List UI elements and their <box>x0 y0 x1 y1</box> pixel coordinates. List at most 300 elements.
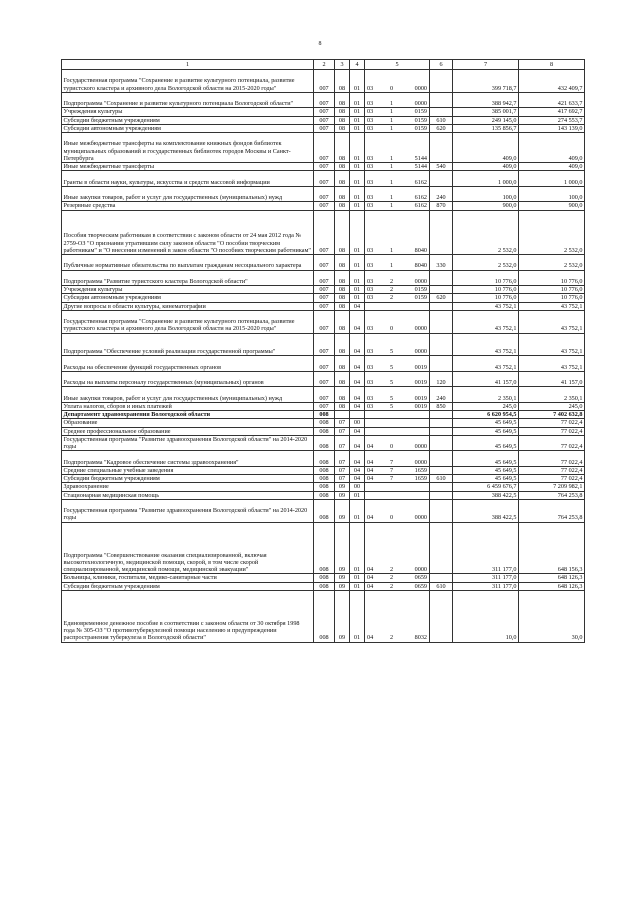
subsection-code-cell: 01 <box>350 108 365 116</box>
section-code-cell: 08 <box>335 356 350 372</box>
target-article-cell <box>365 356 430 372</box>
amount-2016-cell: 30,0 <box>519 590 585 642</box>
table-row <box>62 124 585 132</box>
header-cell: 3 <box>335 60 350 70</box>
expense-name-cell: Иные межбюджетные трансферты на комплектование книжных фондов библиотек муниципальных образований и государственных библиотек городов Москвы и Санкт-Петербурга <box>62 133 314 163</box>
target-article-part: 04 <box>367 566 374 573</box>
expense-name-cell: Субсидии автономным учреждениям <box>62 124 314 132</box>
target-article-part: 0 <box>390 84 394 92</box>
amount-2015-cell: 311 177,0 <box>453 582 519 590</box>
subsection-code-cell: 04 <box>350 451 365 467</box>
expense-name-cell: Другие вопросы в области культуры, кинематографии <box>62 302 314 310</box>
amount-2015-cell: 245,0 <box>453 402 519 410</box>
amount-2016-cell: 245,0 <box>519 402 585 410</box>
target-article-part: 03 <box>367 262 374 270</box>
ministry-code-cell: 007 <box>314 356 335 372</box>
target-article-part: 0000 <box>414 325 427 333</box>
target-article-cell <box>365 475 430 483</box>
amount-2015-cell: 2 350,1 <box>453 387 519 403</box>
table-row <box>62 483 585 491</box>
target-article-part: 0159 <box>414 294 427 302</box>
target-article-part: 0159 <box>414 108 427 116</box>
expense-type-cell <box>430 333 453 356</box>
expense-name-cell: Здравоохранение <box>62 483 314 491</box>
ministry-code-cell: 007 <box>314 310 335 333</box>
expense-name-cell: Средние специальные учебные заведения <box>62 466 314 474</box>
target-article-part: 03 <box>367 202 374 210</box>
target-article-cell <box>365 466 430 474</box>
amount-2015-cell: 409,0 <box>453 133 519 163</box>
amount-2015-cell: 311 177,0 <box>453 522 519 574</box>
expense-type-cell <box>430 108 453 116</box>
expense-type-cell: 240 <box>430 387 453 403</box>
expense-type-cell: 610 <box>430 582 453 590</box>
expense-type-cell <box>430 411 453 419</box>
target-article-part: 04 <box>367 634 374 642</box>
section-code-cell: 08 <box>335 286 350 294</box>
amount-2015-cell: 249 145,0 <box>453 116 519 124</box>
header-cell: 7 <box>453 60 519 70</box>
section-code-cell: 07 <box>335 466 350 474</box>
section-code-cell: 07 <box>335 475 350 483</box>
expense-name-cell: Иные межбюджетные трансферты <box>62 163 314 171</box>
subsection-code-cell: 04 <box>350 387 365 403</box>
ministry-code-cell: 008 <box>314 582 335 590</box>
header-cell: 2 <box>314 60 335 70</box>
table-row <box>62 475 585 483</box>
ministry-code-cell: 007 <box>314 255 335 271</box>
expense-name-cell: Государственная программа "Сохранение и развитие культурного потенциала, развитие туристского кластера и архивного дела Вологодской области на 2015-2020 годы" <box>62 70 314 93</box>
expense-name-cell: Публичные нормативные обязательства по выплатам гражданам несоциального характера <box>62 255 314 271</box>
target-article-part: 0000 <box>414 100 427 107</box>
target-article-part: 1 <box>390 100 394 107</box>
amount-2016-cell: 432 409,7 <box>519 70 585 93</box>
target-article-cell <box>365 302 430 310</box>
target-article-part: 03 <box>367 116 374 124</box>
table-row <box>62 116 585 124</box>
amount-2015-cell: 45 649,5 <box>453 451 519 467</box>
subsection-code-cell: 01 <box>350 286 365 294</box>
amount-2016-cell: 7 209 982,1 <box>519 483 585 491</box>
expense-type-cell: 620 <box>430 294 453 302</box>
target-article-part: 03 <box>367 325 374 333</box>
target-article-part: 0000 <box>414 566 427 573</box>
expense-type-cell <box>430 427 453 435</box>
target-article-part: 2 <box>390 634 394 642</box>
expense-name-cell: Уплата налогов, сборов и иных платежей <box>62 402 314 410</box>
table-row <box>62 402 585 410</box>
target-article-part: 2 <box>390 277 394 285</box>
expense-name-cell: Стационарная медицинская помощь <box>62 491 314 499</box>
target-article-part: 03 <box>367 363 374 371</box>
expense-type-cell <box>430 522 453 574</box>
ministry-code-cell: 007 <box>314 371 335 387</box>
amount-2015-cell: 45 649,5 <box>453 435 519 451</box>
target-article-part: 03 <box>367 108 374 116</box>
target-article-cell <box>365 255 430 271</box>
section-code-cell: 09 <box>335 590 350 642</box>
amount-2015-cell: 6 620 954,5 <box>453 411 519 419</box>
expense-type-cell <box>430 491 453 499</box>
target-article-part: 1 <box>390 154 394 162</box>
expense-name-cell: Подпрограмма "Обеспечение условий реализации государственной программы" <box>62 333 314 356</box>
table-row <box>62 186 585 202</box>
table-row <box>62 435 585 451</box>
target-article-cell <box>365 491 430 499</box>
amount-2016-cell: 421 633,7 <box>519 92 585 108</box>
target-article-cell <box>365 371 430 387</box>
expense-type-cell <box>430 70 453 93</box>
target-article-part: 7 <box>390 466 394 474</box>
target-article-cell <box>365 483 430 491</box>
expense-type-cell: 850 <box>430 402 453 410</box>
subsection-code-cell: 01 <box>350 92 365 108</box>
expense-name-cell: Государственная программа "Развитие здравоохранения Вологодской области" на 2014-2020 годы <box>62 499 314 522</box>
amount-2016-cell: 41 157,0 <box>519 371 585 387</box>
amount-2016-cell: 77 022,4 <box>519 475 585 483</box>
amount-2016-cell: 43 752,1 <box>519 302 585 310</box>
table-row <box>62 491 585 499</box>
target-article-part: 0659 <box>414 582 427 590</box>
amount-2015-cell: 135 856,7 <box>453 124 519 132</box>
expense-name-cell: Учреждения культуры <box>62 286 314 294</box>
expense-name-cell: Гранты в области науки, культуры, искусства и средств массовой информации <box>62 171 314 187</box>
section-code-cell <box>335 411 350 419</box>
section-code-cell: 08 <box>335 163 350 171</box>
ministry-code-cell: 008 <box>314 427 335 435</box>
target-article-part: 04 <box>367 514 374 522</box>
table-row <box>62 133 585 163</box>
target-article-part: 6162 <box>414 178 427 186</box>
expense-name-cell: Государственная программа "Развитие здравоохранения Вологодской области" на 2014-2020 годы <box>62 435 314 451</box>
table-header-row <box>62 60 585 70</box>
target-article-cell <box>365 419 430 427</box>
amount-2015-cell: 388 422,5 <box>453 499 519 522</box>
target-article-part: 1 <box>390 163 394 170</box>
table-row <box>62 411 585 419</box>
target-article-part: 0 <box>390 514 394 522</box>
amount-2015-cell: 388 942,7 <box>453 92 519 108</box>
section-code-cell: 08 <box>335 371 350 387</box>
subsection-code-cell: 04 <box>350 333 365 356</box>
table-row <box>62 427 585 435</box>
amount-2016-cell: 10 776,0 <box>519 294 585 302</box>
subsection-code-cell: 01 <box>350 163 365 171</box>
target-article-part: 1 <box>390 108 394 116</box>
subsection-code-cell: 01 <box>350 294 365 302</box>
target-article-part: 1 <box>390 178 394 186</box>
ministry-code-cell: 007 <box>314 202 335 210</box>
ministry-code-cell: 007 <box>314 186 335 202</box>
ministry-code-cell: 007 <box>314 333 335 356</box>
target-article-cell <box>365 402 430 410</box>
target-article-part: 5144 <box>414 154 427 162</box>
amount-2015-cell: 311 177,0 <box>453 574 519 582</box>
ministry-code-cell: 008 <box>314 499 335 522</box>
expense-type-cell <box>430 171 453 187</box>
section-code-cell: 08 <box>335 70 350 93</box>
ministry-code-cell: 008 <box>314 574 335 582</box>
target-article-cell <box>365 451 430 467</box>
expense-name-cell: Расходы на выплаты персоналу государственных (муниципальных) органов <box>62 371 314 387</box>
amount-2016-cell: 274 553,7 <box>519 116 585 124</box>
amount-2016-cell: 143 139,0 <box>519 124 585 132</box>
amount-2016-cell: 2 532,0 <box>519 210 585 255</box>
target-article-part: 0659 <box>414 574 427 582</box>
ministry-code-cell: 007 <box>314 302 335 310</box>
section-code-cell: 08 <box>335 387 350 403</box>
subsection-code-cell: 04 <box>350 427 365 435</box>
expense-name-cell: Субсидии бюджетным учреждениям <box>62 475 314 483</box>
subsection-code-cell: 01 <box>350 171 365 187</box>
target-article-part: 03 <box>367 154 374 162</box>
target-article-part: 5144 <box>414 163 427 170</box>
table-row <box>62 210 585 255</box>
target-article-cell <box>365 92 430 108</box>
amount-2015-cell: 41 157,0 <box>453 371 519 387</box>
subsection-code-cell: 01 <box>350 499 365 522</box>
table-row <box>62 590 585 642</box>
target-article-part: 03 <box>367 194 374 201</box>
amount-2016-cell: 2 532,0 <box>519 255 585 271</box>
target-article-part: 1 <box>390 246 394 254</box>
ministry-code-cell: 008 <box>314 411 335 419</box>
target-article-cell <box>365 294 430 302</box>
section-code-cell: 07 <box>335 419 350 427</box>
expense-name-cell: Единовременное денежное пособие в соответствии с законом области от 30 октября 1998 года № 305-ОЗ "О противотуберкулезной помощи населению и предупреждении распространения туберкулеза в Вологодской области" <box>62 590 314 642</box>
target-article-cell <box>365 411 430 419</box>
ministry-code-cell: 008 <box>314 435 335 451</box>
target-article-cell <box>365 582 430 590</box>
ministry-code-cell: 008 <box>314 590 335 642</box>
amount-2015-cell: 45 649,5 <box>453 427 519 435</box>
ministry-code-cell: 008 <box>314 419 335 427</box>
target-article-part: 03 <box>367 294 374 302</box>
subsection-code-cell: 04 <box>350 310 365 333</box>
section-code-cell: 08 <box>335 116 350 124</box>
target-article-cell <box>365 333 430 356</box>
expense-type-cell <box>430 590 453 642</box>
subsection-code-cell: 01 <box>350 270 365 286</box>
expense-name-cell: Подпрограмма "Сохранение и развитие культурного потенциала Вологодской области" <box>62 92 314 108</box>
target-article-part: 8032 <box>414 634 427 642</box>
target-article-part: 2 <box>390 294 394 302</box>
ministry-code-cell: 007 <box>314 108 335 116</box>
amount-2015-cell: 2 532,0 <box>453 210 519 255</box>
subsection-code-cell: 01 <box>350 70 365 93</box>
target-article-cell <box>365 574 430 582</box>
target-article-part: 2 <box>390 582 394 590</box>
ministry-code-cell: 007 <box>314 270 335 286</box>
target-article-cell <box>365 116 430 124</box>
amount-2015-cell: 43 752,1 <box>453 333 519 356</box>
header-cell: 6 <box>430 60 453 70</box>
table-row <box>62 163 585 171</box>
subsection-code-cell: 01 <box>350 133 365 163</box>
section-code-cell: 08 <box>335 124 350 132</box>
target-article-part: 6162 <box>414 194 427 201</box>
target-article-part: 6162 <box>414 202 427 210</box>
expense-name-cell: Больницы, клиники, госпитали, медико-санитарные части <box>62 574 314 582</box>
amount-2016-cell: 1 000,0 <box>519 171 585 187</box>
target-article-cell <box>365 163 430 171</box>
target-article-part: 1 <box>390 194 394 201</box>
amount-2015-cell: 10 776,0 <box>453 294 519 302</box>
amount-2016-cell: 648 126,3 <box>519 582 585 590</box>
amount-2015-cell: 1 000,0 <box>453 171 519 187</box>
target-article-part: 2 <box>390 566 394 573</box>
expense-type-cell <box>430 302 453 310</box>
section-code-cell: 09 <box>335 582 350 590</box>
target-article-cell <box>365 108 430 116</box>
expense-name-cell: Учреждения культуры <box>62 108 314 116</box>
target-article-part: 04 <box>367 458 374 466</box>
amount-2016-cell: 409,0 <box>519 133 585 163</box>
target-article-part: 0000 <box>414 277 427 285</box>
target-article-part: 03 <box>367 100 374 107</box>
expense-name-cell: Государственная программа "Сохранение и развитие культурного потенциала, развитие туристского кластера и архивного дела Вологодской области на 2015-2020 годы" <box>62 310 314 333</box>
target-article-cell <box>365 186 430 202</box>
table-row <box>62 310 585 333</box>
target-article-part: 0000 <box>414 348 427 355</box>
amount-2016-cell: 77 022,4 <box>519 466 585 474</box>
section-code-cell: 09 <box>335 522 350 574</box>
target-article-part: 03 <box>367 163 374 170</box>
section-code-cell: 08 <box>335 310 350 333</box>
amount-2015-cell: 45 649,5 <box>453 466 519 474</box>
amount-2015-cell: 900,0 <box>453 202 519 210</box>
subsection-code-cell: 04 <box>350 371 365 387</box>
section-code-cell: 08 <box>335 186 350 202</box>
ministry-code-cell: 007 <box>314 286 335 294</box>
amount-2016-cell: 417 692,7 <box>519 108 585 116</box>
target-article-part: 1 <box>390 202 394 210</box>
expense-name-cell: Подпрограмма "Совершенствование оказания специализированной, включая высокотехнологичную, медицинской помощи, скорой, в том числе скорой специализированной, медицинской помощи, медицинской эвакуации" <box>62 522 314 574</box>
amount-2015-cell: 43 752,1 <box>453 302 519 310</box>
amount-2016-cell: 764 253,8 <box>519 491 585 499</box>
target-article-cell <box>365 522 430 574</box>
subsection-code-cell: 01 <box>350 116 365 124</box>
amount-2015-cell: 399 718,7 <box>453 70 519 93</box>
expense-name-cell: Подпрограмма "Кадровое обеспечение системы здравоохранения" <box>62 451 314 467</box>
table-row <box>62 356 585 372</box>
target-article-cell <box>365 270 430 286</box>
expense-name-cell: Подпрограмма "Развитие туристского кластера Вологодской области" <box>62 270 314 286</box>
target-article-part: 03 <box>367 379 374 386</box>
target-article-cell <box>365 590 430 642</box>
target-article-part: 04 <box>367 475 374 482</box>
expense-name-cell: Субсидии автономным учреждениям <box>62 294 314 302</box>
target-article-part: 0159 <box>414 124 427 132</box>
target-article-part: 1 <box>390 124 394 132</box>
subsection-code-cell: 01 <box>350 590 365 642</box>
target-article-part: 03 <box>367 124 374 132</box>
section-code-cell: 08 <box>335 270 350 286</box>
subsection-code-cell: 01 <box>350 202 365 210</box>
expense-type-cell <box>430 356 453 372</box>
section-code-cell: 07 <box>335 427 350 435</box>
target-article-cell <box>365 171 430 187</box>
amount-2016-cell: 409,0 <box>519 163 585 171</box>
target-article-part: 1659 <box>414 475 427 482</box>
ministry-code-cell: 007 <box>314 210 335 255</box>
target-article-part: 03 <box>367 277 374 285</box>
target-article-part: 04 <box>367 443 374 450</box>
target-article-part: 8040 <box>414 246 427 254</box>
target-article-part: 03 <box>367 84 374 92</box>
expense-type-cell: 870 <box>430 202 453 210</box>
target-article-cell <box>365 310 430 333</box>
amount-2016-cell: 77 022,4 <box>519 451 585 467</box>
section-code-cell: 08 <box>335 333 350 356</box>
ministry-code-cell: 007 <box>314 124 335 132</box>
expense-type-cell: 610 <box>430 116 453 124</box>
section-code-cell: 07 <box>335 451 350 467</box>
ministry-code-cell: 008 <box>314 451 335 467</box>
ministry-code-cell: 007 <box>314 70 335 93</box>
amount-2016-cell: 10 776,0 <box>519 286 585 294</box>
amount-2015-cell: 10,0 <box>453 590 519 642</box>
target-article-part: 03 <box>367 286 374 293</box>
amount-2016-cell: 7 402 632,8 <box>519 411 585 419</box>
amount-2015-cell: 43 752,1 <box>453 356 519 372</box>
amount-2016-cell: 648 126,3 <box>519 574 585 582</box>
subsection-code-cell: 00 <box>350 419 365 427</box>
amount-2016-cell: 43 752,1 <box>519 356 585 372</box>
amount-2016-cell: 77 022,4 <box>519 427 585 435</box>
ministry-code-cell: 007 <box>314 163 335 171</box>
ministry-code-cell: 007 <box>314 171 335 187</box>
table-row <box>62 387 585 403</box>
section-code-cell: 08 <box>335 302 350 310</box>
section-code-cell: 08 <box>335 171 350 187</box>
target-article-part: 2 <box>390 286 394 293</box>
ministry-code-cell: 007 <box>314 133 335 163</box>
header-cell: 1 <box>62 60 314 70</box>
expense-type-cell <box>430 499 453 522</box>
amount-2015-cell: 388 422,5 <box>453 491 519 499</box>
amount-2016-cell: 43 752,1 <box>519 333 585 356</box>
table-row <box>62 499 585 522</box>
section-code-cell: 08 <box>335 294 350 302</box>
expense-type-cell <box>430 286 453 294</box>
expense-type-cell <box>430 466 453 474</box>
ministry-code-cell: 008 <box>314 466 335 474</box>
target-article-part: 0000 <box>414 458 427 466</box>
target-article-part: 0019 <box>414 394 427 402</box>
expense-type-cell: 540 <box>430 163 453 171</box>
target-article-part: 1 <box>390 116 394 124</box>
amount-2016-cell: 648 156,3 <box>519 522 585 574</box>
amount-2016-cell: 77 022,4 <box>519 435 585 451</box>
expense-name-cell: Иные закупки товаров, работ и услуг для государственных (муниципальных) нужд <box>62 387 314 403</box>
amount-2015-cell: 45 649,5 <box>453 419 519 427</box>
table-row <box>62 286 585 294</box>
target-article-part: 0159 <box>414 286 427 293</box>
expense-name-cell: Субсидии бюджетным учреждениям <box>62 116 314 124</box>
expense-name-cell: Расходы на обеспечение функций государственных органов <box>62 356 314 372</box>
ministry-code-cell: 007 <box>314 294 335 302</box>
target-article-part: 0000 <box>414 514 427 522</box>
target-article-part: 5 <box>390 402 394 410</box>
section-code-cell: 08 <box>335 255 350 271</box>
table-row <box>62 466 585 474</box>
expense-type-cell <box>430 133 453 163</box>
subsection-code-cell: 04 <box>350 302 365 310</box>
target-article-part: 5 <box>390 394 394 402</box>
section-code-cell: 09 <box>335 499 350 522</box>
table-row <box>62 451 585 467</box>
